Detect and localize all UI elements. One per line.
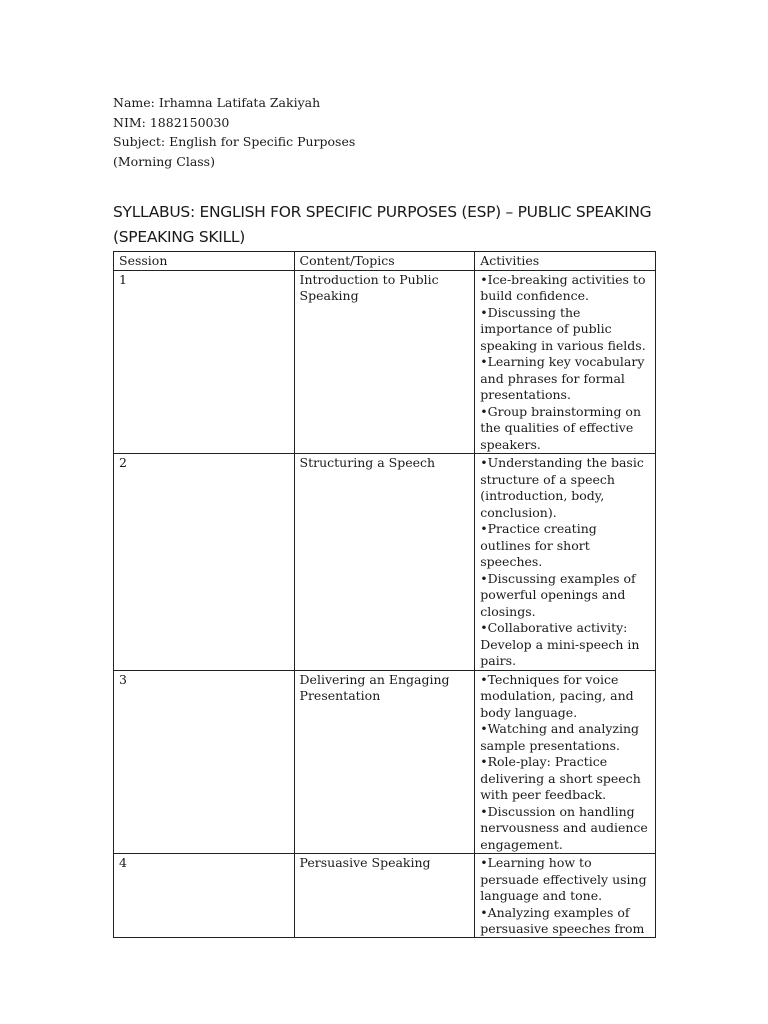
table-row xyxy=(114,454,656,671)
header-activities: Activities xyxy=(475,252,656,271)
activity-item: • Analyzing examples of persuasive speeches from xyxy=(480,905,650,938)
activity-item: • Learning how to persuade effectively using language and tone. xyxy=(480,855,650,905)
title-line-2: (SPEAKING SKILL) xyxy=(113,228,245,246)
activity-item: • Watching and analyzing sample presentations. xyxy=(480,721,650,754)
session-activities xyxy=(475,670,656,854)
title-line-1: SYLLABUS: ENGLISH FOR SPECIFIC PURPOSES (ESP) – PUBLIC SPEAKING xyxy=(113,203,652,221)
session-number: 4 xyxy=(114,854,295,938)
activity-item: • Discussing the importance of public speaking in various fields. xyxy=(480,305,650,355)
table-row xyxy=(114,670,656,854)
activity-item: • Collaborative activity: Develop a mini-speech in pairs. xyxy=(480,620,650,670)
student-class: (Morning Class) xyxy=(113,153,215,169)
activity-item: • Learning key vocabulary and phrases for formal presentations. xyxy=(480,354,650,404)
table-row xyxy=(114,270,656,454)
activity-item: • Techniques for voice modulation, pacing, and body language. xyxy=(480,672,650,722)
activity-item: • Discussing examples of powerful openings and closings. xyxy=(480,571,650,621)
session-activities xyxy=(475,854,656,938)
activity-item: • Role-play: Practice delivering a short speech with peer feedback. xyxy=(480,754,650,804)
table-row xyxy=(114,854,656,938)
session-topic: Delivering an Engaging Presentation xyxy=(294,670,475,854)
session-activities xyxy=(475,270,656,454)
student-info xyxy=(113,93,355,171)
session-number: 2 xyxy=(114,454,295,671)
header-session: Session xyxy=(114,252,295,271)
syllabus-table xyxy=(113,251,656,938)
activity-item: • Group brainstorming on the qualities of effective speakers. xyxy=(480,404,650,454)
session-activities xyxy=(475,454,656,671)
student-subject: Subject: English for Specific Purposes xyxy=(113,134,356,149)
student-nim: NIM: 1882150030 xyxy=(113,114,230,130)
student-name: Name: Irhamna Latifata Zakiyah xyxy=(113,95,321,110)
activity-item: • Discussion on handling nervousness and audience engagement. xyxy=(480,804,650,854)
document-title xyxy=(113,200,673,250)
session-topic: Introduction to Public Speaking xyxy=(294,270,475,454)
table-header-row xyxy=(114,252,656,271)
activity-item: • Ice-breaking activities to build confidence. xyxy=(480,272,650,305)
activity-item: • Understanding the basic structure of a speech (introduction, body, conclusion). xyxy=(480,455,650,521)
activity-item: • Practice creating outlines for short speeches. xyxy=(480,521,650,571)
session-number: 1 xyxy=(114,270,295,454)
session-number: 3 xyxy=(114,670,295,854)
session-topic: Structuring a Speech xyxy=(294,454,475,671)
header-topics: Content/Topics xyxy=(294,252,475,271)
session-topic: Persuasive Speaking xyxy=(294,854,475,938)
